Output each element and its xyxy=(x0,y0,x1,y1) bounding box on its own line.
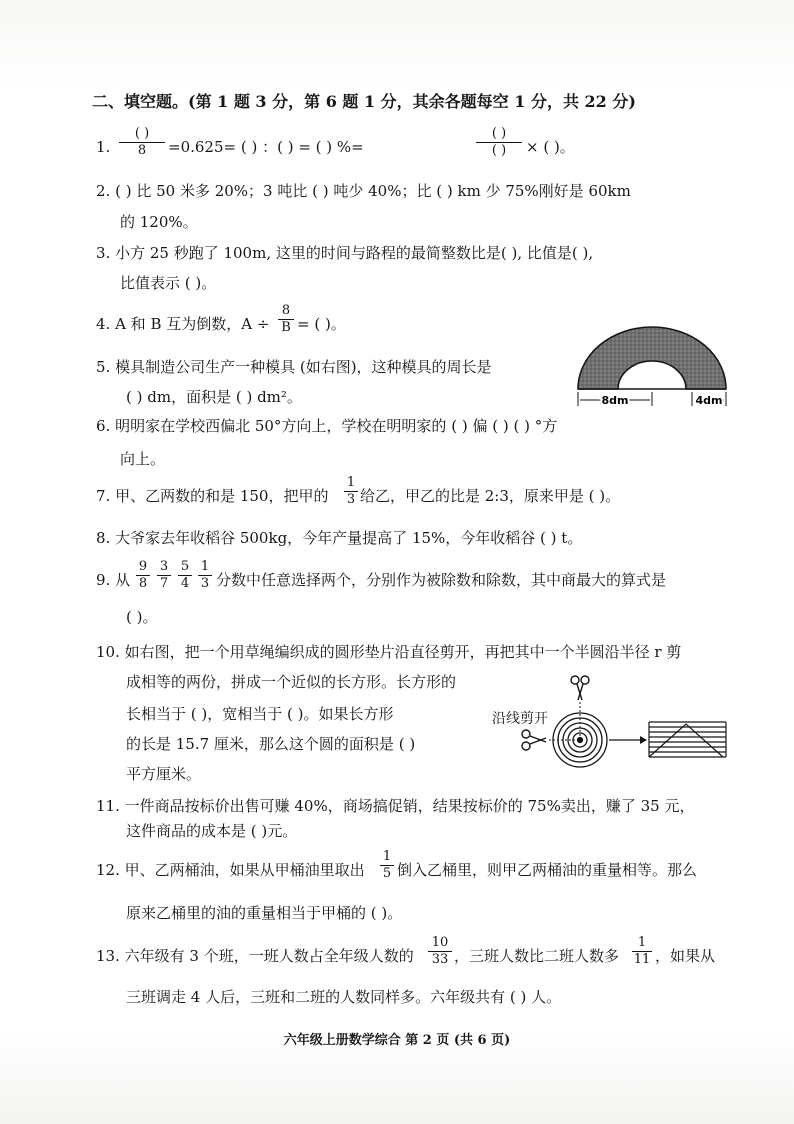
page-footer: 六年级上册数学综合 第 2 页 (共 6 页) xyxy=(283,1033,511,1048)
q11-line-1: 11. 一件商品按标价出售可赚 40%，商场搞促销，结果按标价的 75%卖出，赚了 35 元， xyxy=(96,797,695,815)
q7-frac-denominator: 3 xyxy=(346,492,356,507)
arrow-right-icon xyxy=(609,736,647,744)
q11-line-2: 这件商品的成本是 ( )元。 xyxy=(126,822,298,840)
q4-text-before: 4. A 和 B 互为倒数，A ÷ xyxy=(96,315,270,333)
cut-along-line-label: 沿线剪开 xyxy=(492,711,548,727)
q13-text-middle: ，三班人数比二班人数多 xyxy=(454,947,620,965)
q6-line-1: 6. 明明家在学校西偏北 50°方向上，学校在明明家的 ( ) 偏 ( ) ( ) °方 xyxy=(96,417,558,435)
q9-fraction-1 xyxy=(136,560,150,591)
dimension-4dm-label: 4dm xyxy=(695,394,723,407)
q9-frac2-denominator: 7 xyxy=(159,576,169,591)
q1-fraction-2 xyxy=(476,127,522,158)
q4-frac-denominator: B xyxy=(281,320,291,335)
semi-ring-shape xyxy=(578,327,726,389)
q12-frac-numerator: 1 xyxy=(382,849,392,864)
q9-frac1-denominator: 8 xyxy=(138,576,148,591)
q5-line-1: 5. 模具制造公司生产一种模具 (如右图)，这种模具的周长是 xyxy=(96,358,492,376)
section-title: 二、填空题。(第 1 题 3 分，第 6 题 1 分，其余各题每空 1 分，共 22 分) xyxy=(92,92,636,111)
q4-text-after: = ( )。 xyxy=(297,315,346,333)
q12-frac-denominator: 5 xyxy=(382,866,392,881)
q13-frac2-denominator: 11 xyxy=(633,952,651,967)
q13-line-2: 三班调走 4 人后，三班和二班的人数同样多。六年级共有 ( ) 人。 xyxy=(126,988,562,1006)
q12-text-before: 12. 甲、乙两桶油，如果从甲桶油里取出 xyxy=(96,861,365,879)
q1-frac2-numerator: ( ) xyxy=(491,126,507,141)
q12-fraction xyxy=(380,850,394,881)
dimension-8dm-label: 8dm xyxy=(601,394,629,407)
q1-tail-text: × ( )。 xyxy=(526,138,575,156)
approximate-rectangle xyxy=(649,722,726,757)
q7-fraction xyxy=(344,476,358,507)
q7-frac-numerator: 1 xyxy=(346,475,356,490)
q9-frac4-numerator: 1 xyxy=(200,559,210,574)
semi-ring-mold-figure xyxy=(572,322,732,412)
q10-line-3: 长相当于 ( )，宽相当于 ( )。如果长方形 xyxy=(126,705,394,723)
q5-line-2: ( ) dm，面积是 ( ) dm²。 xyxy=(126,388,302,406)
q9-line-2: ( )。 xyxy=(126,608,158,626)
q7-text-before: 7. 甲、乙两数的和是 150，把甲的 xyxy=(96,487,329,505)
q9-frac4-denominator: 3 xyxy=(200,576,210,591)
q2-line-2: 的 120%。 xyxy=(120,213,198,231)
scissors-top-icon xyxy=(571,676,589,700)
q6-line-2: 向上。 xyxy=(120,450,166,468)
q13-frac2-numerator: 1 xyxy=(637,935,647,950)
q8-text: 8. 大爷家去年收稻谷 500kg，今年产量提高了 15%，今年收稻谷 ( ) t。 xyxy=(96,529,583,547)
q3-line-1: 3. 小方 25 秒跑了 100m, 这里的时间与路程的最简整数比是( ), 比值是( ), xyxy=(96,244,594,262)
q9-fraction-2 xyxy=(157,560,171,591)
q10-line-1: 10. 如右图，把一个用草绳编织成的圆形垫片沿直径剪开，再把其中一个半圆沿半径 r 剪 xyxy=(96,643,682,661)
q9-text-after: 分数中任意选择两个，分别作为被除数和除数，其中商最大的算式是 xyxy=(216,571,667,589)
q1-middle-text: =0.625= ( ) ：( ) = ( ) %= xyxy=(168,138,364,156)
q13-text-before: 13. 六年级有 3 个班，一班人数占全年级人数的 xyxy=(96,947,414,965)
q1-fraction-1 xyxy=(119,127,165,158)
q9-frac1-numerator: 9 xyxy=(138,559,148,574)
q9-fraction-4 xyxy=(198,560,212,591)
q10-line-2: 成相等的两份，拼成一个近似的长方形。长方形的 xyxy=(126,673,457,691)
q13-fraction-2 xyxy=(632,936,652,967)
q4-frac-numerator: 8 xyxy=(281,303,291,318)
q1-frac1-denominator: 8 xyxy=(137,143,147,158)
q4-fraction xyxy=(278,304,294,335)
q13-frac1-denominator: 33 xyxy=(431,952,449,967)
q10-line-5: 平方厘米。 xyxy=(126,765,202,783)
q12-text-after: 倒入乙桶里，则甲乙两桶油的重量相等。那么 xyxy=(397,861,698,879)
rope-mat-cutting-figure xyxy=(516,672,736,772)
q3-line-2: 比值表示 ( )。 xyxy=(120,274,217,292)
q9-fraction-3 xyxy=(178,560,192,591)
q9-frac2-numerator: 3 xyxy=(159,559,169,574)
q12-line-2: 原来乙桶里的油的重量相当于甲桶的 ( )。 xyxy=(126,904,403,922)
q10-line-4: 的长是 15.7 厘米，那么这个圆的面积是 ( ) xyxy=(126,735,416,753)
q9-frac3-denominator: 4 xyxy=(180,576,190,591)
q13-text-after: ，如果从 xyxy=(655,947,716,965)
q7-text-after: 给乙，甲乙的比是 2:3，原来甲是 ( )。 xyxy=(360,487,621,505)
q13-fraction-1 xyxy=(428,936,452,967)
q1-frac1-numerator: ( ) xyxy=(134,126,150,141)
q9-frac3-numerator: 5 xyxy=(180,559,190,574)
q13-frac1-numerator: 10 xyxy=(431,935,449,950)
q2-line-1: 2. ( ) 比 50 米多 20%；3 吨比 ( ) 吨少 40%；比 ( ) km 少 75%刚好是 60km xyxy=(96,182,631,200)
q1-frac2-denominator: ( ) xyxy=(491,143,507,158)
q9-text-before: 9. 从 xyxy=(96,571,131,589)
scissors-left-icon xyxy=(522,730,546,750)
q1-number: 1. xyxy=(96,138,111,156)
